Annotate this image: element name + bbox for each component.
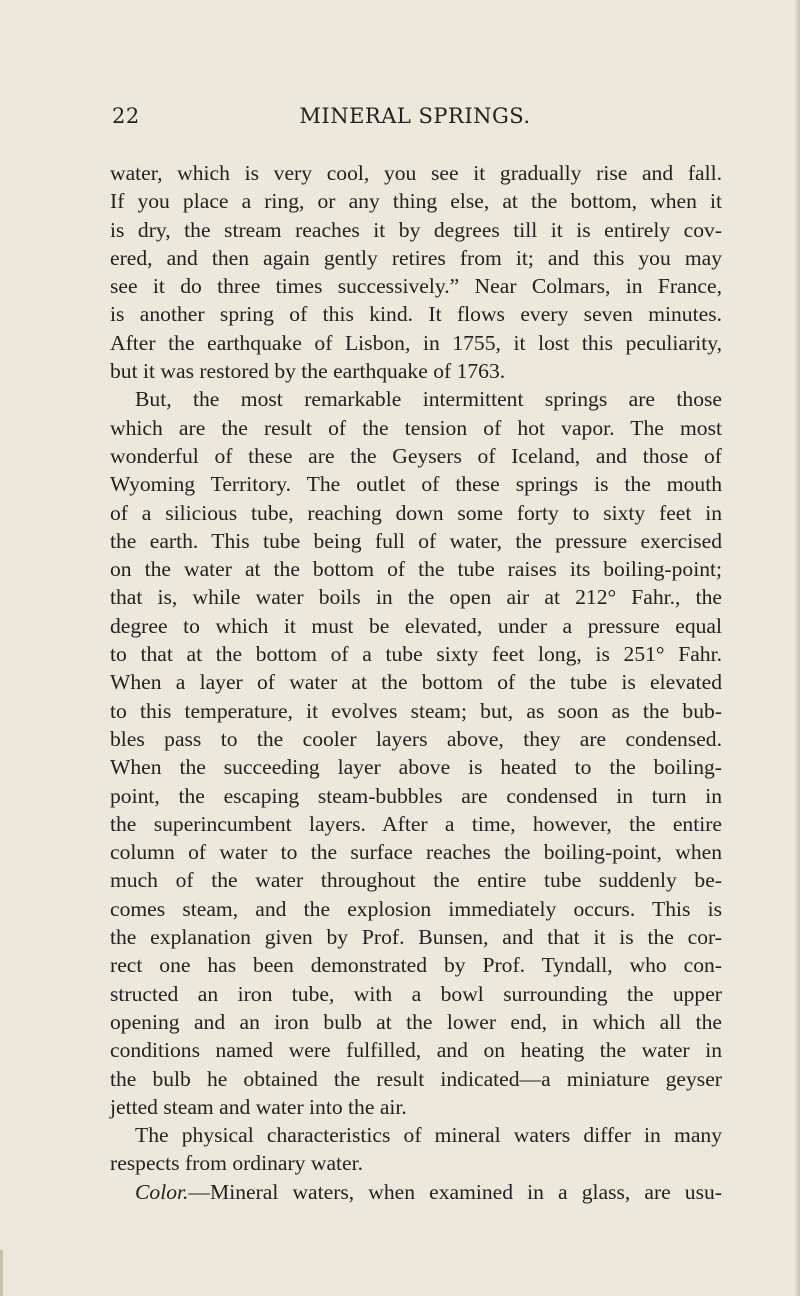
text-line: rect one has been demonstrated by Prof. Tyndall, who con- (110, 953, 722, 978)
page-fold-mark (0, 1250, 3, 1296)
text-line: the earth. This tube being full of water, the pressure exercised (110, 528, 722, 553)
text-line: point, the escaping steam-bubbles are condensed in turn in (110, 783, 722, 808)
text-line: is dry, the stream reaches it by degrees till it is entirely cov- (110, 217, 722, 242)
text-line: wonderful of these are the Geysers of Iceland, and those of (110, 443, 722, 468)
text-line: bles pass to the cooler layers above, they are condensed. (110, 726, 722, 751)
running-head: MINERAL SPRINGS. (299, 104, 531, 128)
final-line-text: —Mineral waters, when examined in a glass, are usu- (188, 1179, 722, 1204)
text-line: conditions named were fulfilled, and on heating the water in (110, 1038, 722, 1063)
text-line: When the succeeding layer above is heated to the boiling- (110, 755, 722, 780)
italic-heading: Color. (135, 1179, 189, 1204)
text-line: is another spring of this kind. It flows every seven minutes. (110, 302, 722, 327)
text-line: the superincumbent layers. After a time, however, the entire (110, 811, 722, 836)
text-line: on the water at the bottom of the tube raises its boiling-point; (110, 557, 722, 582)
page-number: 22 (112, 104, 140, 128)
text-line: jetted steam and water into the air. (110, 1094, 407, 1119)
text-line-final (110, 1178, 722, 1206)
text-line: see it do three times successively.” Near Colmars, in France, (110, 274, 722, 299)
text-line: water, which is very cool, you see it gradually rise and fall. (110, 161, 722, 185)
page-header (112, 104, 718, 134)
text-line: but it was restored by the earthquake of 1763. (110, 359, 506, 384)
text-line: The physical characteristics of mineral waters differ in many (135, 1123, 722, 1148)
text-line: the explanation given by Prof. Bunsen, and that it is the cor- (110, 925, 722, 950)
text-line: If you place a ring, or any thing else, at the bottom, when it (110, 189, 722, 214)
text-line: column of water to the surface reaches the boiling-point, when (110, 840, 722, 865)
text-line: respects from ordinary water. (110, 1151, 364, 1176)
text-line: After the earthquake of Lisbon, in 1755, it lost this peculiarity, (110, 330, 722, 355)
text-line: structed an iron tube, with a bowl surrounding the upper (110, 981, 722, 1006)
body-text (110, 159, 722, 1206)
text-line: of a silicious tube, reaching down some forty to sixty feet in (110, 500, 722, 525)
text-line: comes steam, and the explosion immediately occurs. This is (110, 896, 722, 921)
text-line: When a layer of water at the bottom of the tube is elevated (110, 670, 722, 695)
text-line: to this temperature, it evolves steam; but, as soon as the bub- (110, 698, 722, 723)
page-edge-shadow (794, 0, 800, 1296)
text-line: opening and an iron bulb at the lower end, in which all the (110, 1009, 722, 1034)
text-line: Wyoming Territory. The outlet of these springs is the mouth (110, 472, 722, 497)
text-line: which are the result of the tension of hot vapor. The most (110, 415, 722, 440)
text-line: to that at the bottom of a tube sixty feet long, is 251° Fahr. (110, 642, 722, 667)
text-line: the bulb he obtained the result indicated—a miniature geyser (110, 1066, 722, 1091)
text-line: ered, and then again gently retires from it; and this you may (110, 245, 722, 270)
text-line: degree to which it must be elevated, under a pressure equal (110, 613, 722, 638)
text-line: But, the most remarkable intermittent springs are those (135, 387, 722, 412)
text-line: that is, while water boils in the open air at 212° Fahr., the (110, 585, 722, 610)
text-line: much of the water throughout the entire tube suddenly be- (110, 868, 722, 893)
